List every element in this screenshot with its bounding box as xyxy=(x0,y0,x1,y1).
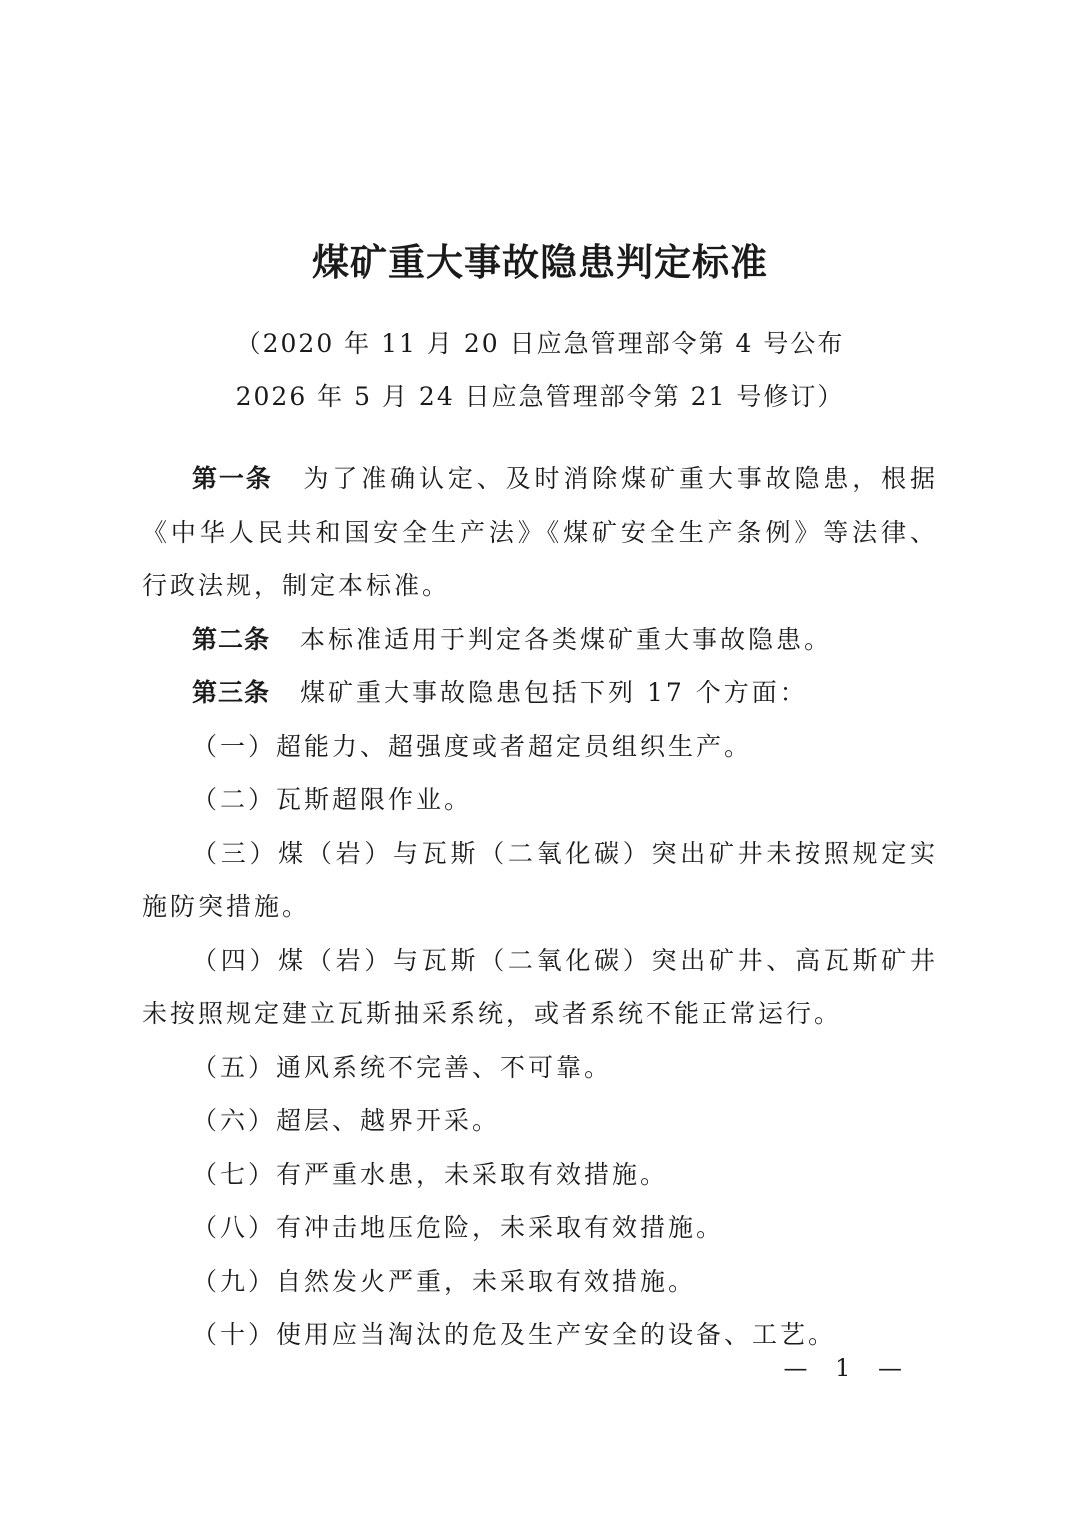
list-item: （六）超层、越界开采。 xyxy=(192,1106,501,1135)
list-item: （九）自然发火严重，未采取有效措施。 xyxy=(192,1266,697,1296)
list-item: （十）使用应当淘汰的危及生产安全的设备、工艺。 xyxy=(192,1320,837,1349)
list-item: （三）煤（岩）与瓦斯（二氧化碳）突出矿井未按照规定实施防突措施。 xyxy=(142,838,938,921)
list-item: （二）瓦斯超限作业。 xyxy=(192,785,473,814)
article-label: 第一条 xyxy=(192,464,273,493)
article-text: 为了准确认定、及时消除煤矿重大事故隐患，根据《中华人民共和国安全生产法》《煤矿安全生产条例》等法律、行政法规，制定本标准。 xyxy=(142,464,938,600)
list-item: （七）有严重水患，未采取有效措施。 xyxy=(192,1159,669,1189)
list-item: （一）超能力、超强度或者超定员组织生产。 xyxy=(192,731,753,761)
list-item: （四）煤（岩）与瓦斯（二氧化碳）突出矿井、高瓦斯矿井未按照规定建立瓦斯抽采系统，或者系统不能正常运行。 xyxy=(142,945,938,1028)
article-2 xyxy=(142,613,938,667)
list-item: （八）有冲击地压危险，未采取有效措施。 xyxy=(192,1213,725,1242)
article-label: 第三条 xyxy=(192,678,271,707)
article-text: 煤矿重大事故隐患包括下列 17 个方面： xyxy=(300,678,808,707)
page-number: — 1 — xyxy=(783,1354,912,1382)
article-label: 第二条 xyxy=(192,624,271,654)
list-item: （五）通风系统不完善、不可靠。 xyxy=(192,1052,613,1082)
article-text: 本标准适用于判定各类煤矿重大事故隐患。 xyxy=(300,624,833,654)
document-title: 煤矿重大事故隐患判定标准 xyxy=(312,240,768,284)
article-3 xyxy=(142,666,938,720)
subtitle-line-2: 2026 年 5 月 24 日应急管理部令第 21 号修订） xyxy=(235,382,845,411)
article-1 xyxy=(142,452,938,613)
subtitle-line-1: （2020 年 11 月 20 日应急管理部令第 4 号公布 xyxy=(235,329,845,358)
document-body xyxy=(142,452,938,1362)
